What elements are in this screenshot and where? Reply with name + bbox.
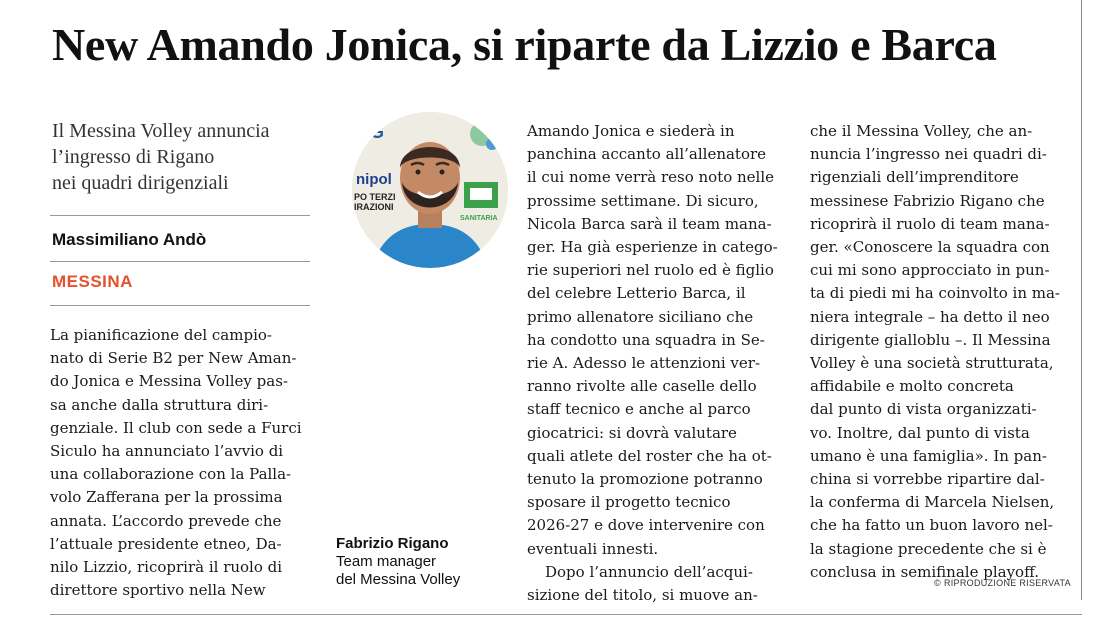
body-line: nilo Lizzio, ricoprirà il ruolo di: [50, 558, 283, 577]
author-byline: Massimiliano Andò: [52, 230, 207, 249]
body-line: direttore sportivo nella New: [50, 581, 266, 600]
portrait-illustration: [352, 112, 508, 268]
body-line: tenuto la promozione potranno: [527, 470, 763, 489]
body-line: nuncia l’ingresso nei quadri di-: [810, 145, 1047, 164]
sponsor-logo-text: nipol: [356, 171, 392, 188]
body-line: 2026-27 e dove intervenire con: [527, 516, 765, 535]
body-line: do Jonica e Messina Volley pas-: [50, 372, 288, 391]
body-line: dirigente gialloblu –. Il Messina: [810, 330, 1051, 349]
body-line: ger. Ha già esperienze in catego-: [527, 238, 778, 257]
sponsor-logo-text: IRAZIONI: [354, 202, 394, 212]
copyright-notice: [934, 578, 1071, 588]
body-line: vo. Inoltre, dal punto di vista: [810, 423, 1030, 442]
body-line: nato di Serie B2 per New Aman-: [50, 349, 297, 368]
body-line: cui mi sono approcciato in pun-: [810, 261, 1050, 280]
body-line: eventuali innesti.: [527, 539, 659, 558]
body-line: affidabile e molto concreta: [810, 377, 1014, 396]
summary-deck: [52, 118, 312, 196]
article-column-1: [50, 324, 312, 602]
body-line: Dopo l’annuncio dell’acqui-: [545, 562, 753, 581]
body-line: ger. «Conoscere la squadra con: [810, 238, 1050, 257]
body-line: ranno rivolte alle caselle dello: [527, 377, 757, 396]
sponsor-logo-text: SANITARIA: [460, 215, 498, 222]
body-line: genziale. Il club con sede a Furci: [50, 418, 302, 437]
article-column-2: [527, 120, 789, 607]
divider: [50, 215, 310, 216]
body-line: La pianificazione del campio-: [50, 326, 272, 344]
body-line: una collaborazione con la Palla-: [50, 465, 292, 484]
summary-line: nei quadri dirigenziali: [52, 172, 229, 194]
caption-role-line: del Messina Volley: [336, 571, 461, 588]
body-line: quali atlete del roster che ha ot-: [527, 446, 772, 465]
body-line: sa anche dalla struttura diri-: [50, 395, 269, 414]
body-line: rigenziali dell’imprenditore: [810, 168, 1019, 187]
article-column-3: [810, 120, 1072, 584]
body-line: dal punto di vista organizzati-: [810, 400, 1037, 419]
divider: [50, 305, 310, 306]
body-line: che ha fatto un buon lavoro nel-: [810, 516, 1053, 535]
body-line: la stagione precedente che si è: [810, 539, 1047, 558]
body-line: conclusa in semifinale playoff.: [810, 562, 1039, 581]
body-line: rie superiori nel ruolo ed è figlio: [527, 261, 774, 280]
sponsor-logo-text: SG: [358, 122, 385, 142]
headline: New Amando Jonica, si riparte da Lizzio e Barca: [52, 19, 997, 70]
body-line: la conferma di Marcela Nielsen,: [810, 493, 1055, 512]
body-line: annata. L’accordo prevede che: [50, 511, 282, 530]
caption-role-line: Team manager: [336, 553, 437, 570]
body-line: panchina accanto all’allenatore: [527, 145, 767, 164]
body-line: china si vorrebbe ripartire dal-: [810, 470, 1045, 489]
column-rule-right: [1081, 0, 1082, 600]
body-line: il cui nome verrà reso noto nelle: [527, 168, 775, 187]
body-line: Siculo ha annunciato l’avvio di: [50, 442, 284, 461]
body-line: staff tecnico e anche al parco: [527, 400, 751, 419]
caption-name: Fabrizio Rigano: [336, 535, 449, 552]
body-line: sizione del titolo, si muove an-: [527, 586, 758, 605]
body-line: rie A. Adesso le attenzioni ver-: [527, 354, 761, 373]
dateline: MESSINA: [52, 272, 133, 291]
body-line: sposare il progetto tecnico: [527, 493, 731, 512]
body-line: niera integrale – ha detto il neo: [810, 307, 1050, 326]
page-bottom-rule: [50, 614, 1082, 615]
summary-line: Il Messina Volley annuncia: [52, 120, 270, 142]
body-line: Nicola Barca sarà il team mana-: [527, 214, 772, 233]
body-line: l’attuale presidente etneo, Da-: [50, 534, 282, 553]
divider: [50, 261, 310, 262]
body-line: del celebre Letterio Barca, il: [527, 284, 746, 303]
body-line: volo Zafferana per la prossima: [50, 488, 283, 507]
body-line: Amando Jonica e siederà in: [527, 122, 735, 140]
body-line: Volley è una società strutturata,: [810, 354, 1054, 373]
body-line: prossime settimane. Di sicuro,: [527, 191, 759, 210]
copyright-text: RIPRODUZIONE RISERVATA: [943, 578, 1071, 588]
body-line: ricoprirà il ruolo di team mana-: [810, 214, 1050, 233]
body-line: ha condotto una squadra in Se-: [527, 330, 765, 349]
body-line: umano è una famiglia». In pan-: [810, 446, 1047, 465]
copyright-icon: ©: [934, 578, 941, 588]
sponsor-logo-text: PO TERZI: [354, 192, 396, 202]
body-line: giocatrici: si dovrà valutare: [527, 423, 737, 442]
summary-line: l’ingresso di Rigano: [52, 146, 215, 168]
body-line: che il Messina Volley, che an-: [810, 122, 1033, 140]
body-line: ta di piedi mi ha coinvolto in ma-: [810, 284, 1060, 303]
body-line: messinese Fabrizio Rigano che: [810, 191, 1045, 210]
body-line: primo allenatore siciliano che: [527, 307, 754, 326]
photo-caption: [336, 535, 516, 589]
portrait-photo: [352, 112, 508, 268]
